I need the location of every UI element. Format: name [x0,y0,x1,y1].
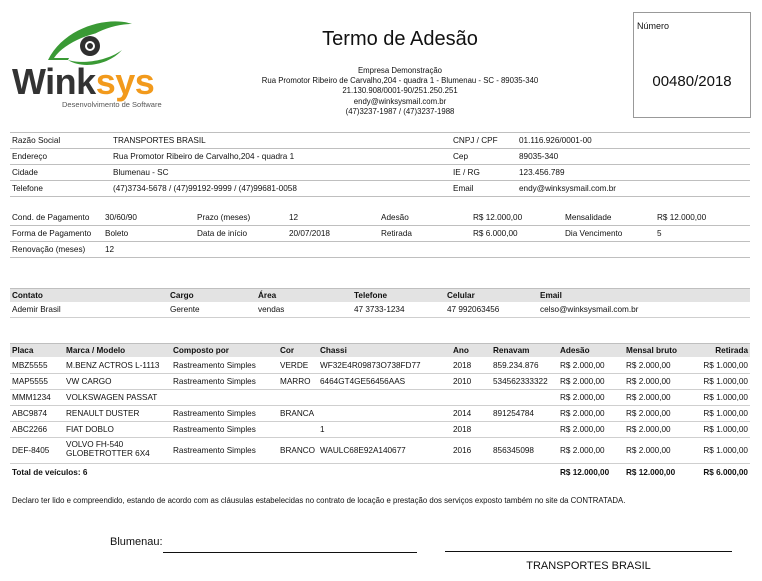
cnpj-label: CNPJ / CPF [453,136,498,145]
col-renavam: Renavam [493,346,530,355]
contact-area: vendas [258,305,285,314]
vehicle-adesao: R$ 2.000,00 [560,425,605,434]
vehicle-ano: 2016 [453,446,472,455]
vehicle-mensal: R$ 2.000,00 [626,361,671,370]
vehicle-cor: BRANCO [280,446,316,455]
vehicle-mensal: R$ 2.000,00 [626,409,671,418]
col-cor: Cor [280,346,295,355]
adesao-label: Adesão [381,213,409,222]
vehicle-adesao: R$ 2.000,00 [560,393,605,402]
vehicle-placa: MBZ5555 [12,361,48,370]
cidade-label: Cidade [12,168,38,177]
client-row-endereco [10,149,750,165]
contact-celular: 47 992063456 [447,305,500,314]
vehicle-retirada: R$ 1.000,00 [703,377,748,386]
number-value: 00480/2018 [652,73,732,90]
vehicle-row [10,438,750,464]
prazo-value: 12 [289,213,299,222]
vehicles-table-header [10,343,750,357]
contacts-table-header [10,288,750,302]
declaration-text: Declaro ter lido e compreendido, estando de acordo com as cláusulas estabelecidas no contrato de locação e prestação dos serviços exposto também no site da CONTRATADA. [12,496,626,505]
col-cargo: Cargo [170,291,194,300]
vehicle-placa: MAP5555 [12,377,48,386]
cond-label: Cond. de Pagamento [12,213,90,222]
vehicle-chassi: 1 [320,425,325,434]
contact-email: celso@winksysmail.com.br [540,305,639,314]
number-label: Número [637,21,670,31]
vehicle-row [10,422,750,438]
vehicle-renavam: 891254784 [493,409,534,418]
telefone-value: (47)3734-5678 / (47)99192-9999 / (47)99681-0058 [113,184,297,193]
vehicle-adesao: R$ 2.000,00 [560,446,605,455]
logo-wordmark: Winksys [12,61,155,102]
vehicle-mensal: R$ 2.000,00 [626,446,671,455]
vehicle-marca [66,409,139,418]
vehicle-retirada: R$ 1.000,00 [703,361,748,370]
client-row-telefone [10,181,750,197]
terms-row-2 [10,226,750,242]
vehicle-chassi: 6464GT4GE56456AAS [320,377,406,386]
company-name: Empresa Demonstração [357,66,443,75]
vehicle-composto: Rastreamento Simples [173,425,256,434]
forma-value: Boleto [105,229,129,238]
vehicle-marca-line1: RENAULT DUSTER [66,409,140,418]
company-phone: (47)3237-1987 / (47)3237-1988 [345,106,455,116]
telefone-label: Telefone [12,184,43,193]
signature-city-label: Blumenau: [110,536,163,548]
vehicle-composto: Rastreamento Simples [173,446,256,455]
logo-tagline: Desenvolvimento de Software [62,100,162,109]
company-email: endy@winksysmail.com.br [353,96,447,106]
total-label: Total de veículos: 6 [12,468,88,477]
vehicle-composto: Rastreamento Simples [173,377,256,386]
vehicle-marca [66,361,159,370]
vehicle-ano: 2018 [453,361,472,370]
vehicle-row [10,358,750,374]
signature-date-line [163,552,417,553]
client-row-cidade [10,165,750,181]
vehicle-marca-line2: GLOBETROTTER 6X4 [66,449,150,458]
vehicle-ano: 2018 [453,425,472,434]
vehicle-cor: BRANCA [280,409,315,418]
vehicle-placa: DEF-8405 [12,446,50,455]
col-contato: Contato [12,291,43,300]
vehicle-marca-line1: M.BENZ ACTROS L-1113 [66,361,160,370]
vehicle-chassi: WAULC68E92A140677 [320,446,406,455]
contact-telefone: 47 3733-1234 [354,305,405,314]
renovacao-label: Renovação (meses) [12,245,86,254]
col-retirada: Retirada [715,346,748,355]
vehicle-retirada: R$ 1.000,00 [703,409,748,418]
inicio-label: Data de início [197,229,248,238]
company-info [180,66,620,117]
vehicles-total-row [10,464,750,480]
retirada-value: R$ 6.000,00 [473,229,518,238]
renovacao-value: 12 [105,245,115,254]
vehicle-composto: Rastreamento Simples [173,361,256,370]
vehicle-retirada: R$ 1.000,00 [703,425,748,434]
total-adesao: R$ 12.000,00 [560,468,610,477]
vehicle-mensal: R$ 2.000,00 [626,393,671,402]
vehicle-renavam: 856345098 [493,446,534,455]
total-mensal: R$ 12.000,00 [626,468,676,477]
vehicle-marca-line1: VOLVO FH-540 [66,440,124,449]
vehicle-ano: 2010 [453,377,472,386]
total-retirada: R$ 6.000,00 [703,468,748,477]
inicio-value: 20/07/2018 [289,229,330,238]
company-address: Rua Promotor Ribeiro de Carvalho,204 - quadra 1 - Blumenau - SC - 89035-340 [261,76,539,86]
vehicle-placa: ABC9874 [12,409,48,418]
col-celular: Celular [447,291,475,300]
razao-value: TRANSPORTES BRASIL [113,136,206,145]
signature-client-line [445,551,732,552]
col-marca: Marca / Modelo [66,346,126,355]
vehicle-marca [66,393,157,402]
forma-label: Forma de Pagamento [12,229,92,238]
vehicle-marca-line1: FIAT DOBLO [66,425,114,434]
vehicle-renavam: 534562333322 [493,377,548,386]
client-row-razao [10,133,750,149]
vehicle-cor: VERDE [280,361,309,370]
vehicle-marca [66,425,114,434]
endereco-value: Rua Promotor Ribeiro de Carvalho,204 - quadra 1 [113,152,295,161]
vehicle-retirada: R$ 1.000,00 [703,393,748,402]
vehicle-row [10,406,750,422]
vehicle-composto: Rastreamento Simples [173,409,256,418]
vehicle-marca-line1: VOLKSWAGEN PASSAT [66,393,158,402]
col-telefone: Telefone [354,291,388,300]
cnpj-value: 01.116.926/0001-00 [519,136,592,145]
vehicle-row [10,390,750,406]
vehicle-chassi: WF32E4R09873O738FD77 [320,361,421,370]
col-adesao: Adesão [560,346,590,355]
cep-value: 89035-340 [519,152,559,161]
email-value: endy@winksysmail.com.br [519,184,617,193]
vehicle-adesao: R$ 2.000,00 [560,409,605,418]
endereco-label: Endereço [12,152,48,161]
company-logo [10,18,175,108]
razao-label: Razão Social [12,136,61,145]
signature-client-name: TRANSPORTES BRASIL [526,560,651,572]
vehicle-adesao: R$ 2.000,00 [560,377,605,386]
email-label: Email [453,184,474,193]
terms-row-3 [10,242,750,258]
contact-name: Ademir Brasil [12,305,61,314]
col-placa: Placa [12,346,34,355]
vencimento-label: Dia Vencimento [565,229,623,238]
contact-row [10,302,750,318]
adesao-value: R$ 12.000,00 [473,213,523,222]
vehicle-marca [66,440,150,458]
col-ano: Ano [453,346,469,355]
vencimento-value: 5 [657,229,662,238]
cond-value: 30/60/90 [105,213,137,222]
document-number-box [633,12,751,118]
col-email: Email [540,291,562,300]
mensalidade-label: Mensalidade [565,213,612,222]
col-chassi: Chassi [320,346,347,355]
contact-cargo: Gerente [170,305,200,314]
vehicle-retirada: R$ 1.000,00 [703,446,748,455]
vehicle-placa: MMM1234 [12,393,51,402]
cidade-value: Blumenau - SC [113,168,169,177]
vehicle-row [10,374,750,390]
vehicle-ano: 2014 [453,409,472,418]
ie-label: IE / RG [453,168,480,177]
prazo-label: Prazo (meses) [197,213,251,222]
vehicle-marca [66,377,112,386]
vehicle-placa: ABC2266 [12,425,48,434]
document-title: Termo de Adesão [322,28,478,50]
company-document: 21.130.908/0001-90/251.250.251 [342,86,458,96]
retirada-label: Retirada [381,229,412,238]
vehicle-adesao: R$ 2.000,00 [560,361,605,370]
vehicle-renavam: 859.234.876 [493,361,539,370]
terms-row-1 [10,210,750,226]
vehicle-mensal: R$ 2.000,00 [626,377,671,386]
vehicle-cor: MARRO [280,377,311,386]
vehicle-marca-line1: VW CARGO [66,377,112,386]
col-composto: Composto por [173,346,229,355]
col-area: Área [258,291,277,300]
vehicle-mensal: R$ 2.000,00 [626,425,671,434]
col-mensal: Mensal bruto [626,346,677,355]
mensalidade-value: R$ 12.000,00 [657,213,707,222]
cep-label: Cep [453,152,469,161]
ie-value: 123.456.789 [519,168,565,177]
